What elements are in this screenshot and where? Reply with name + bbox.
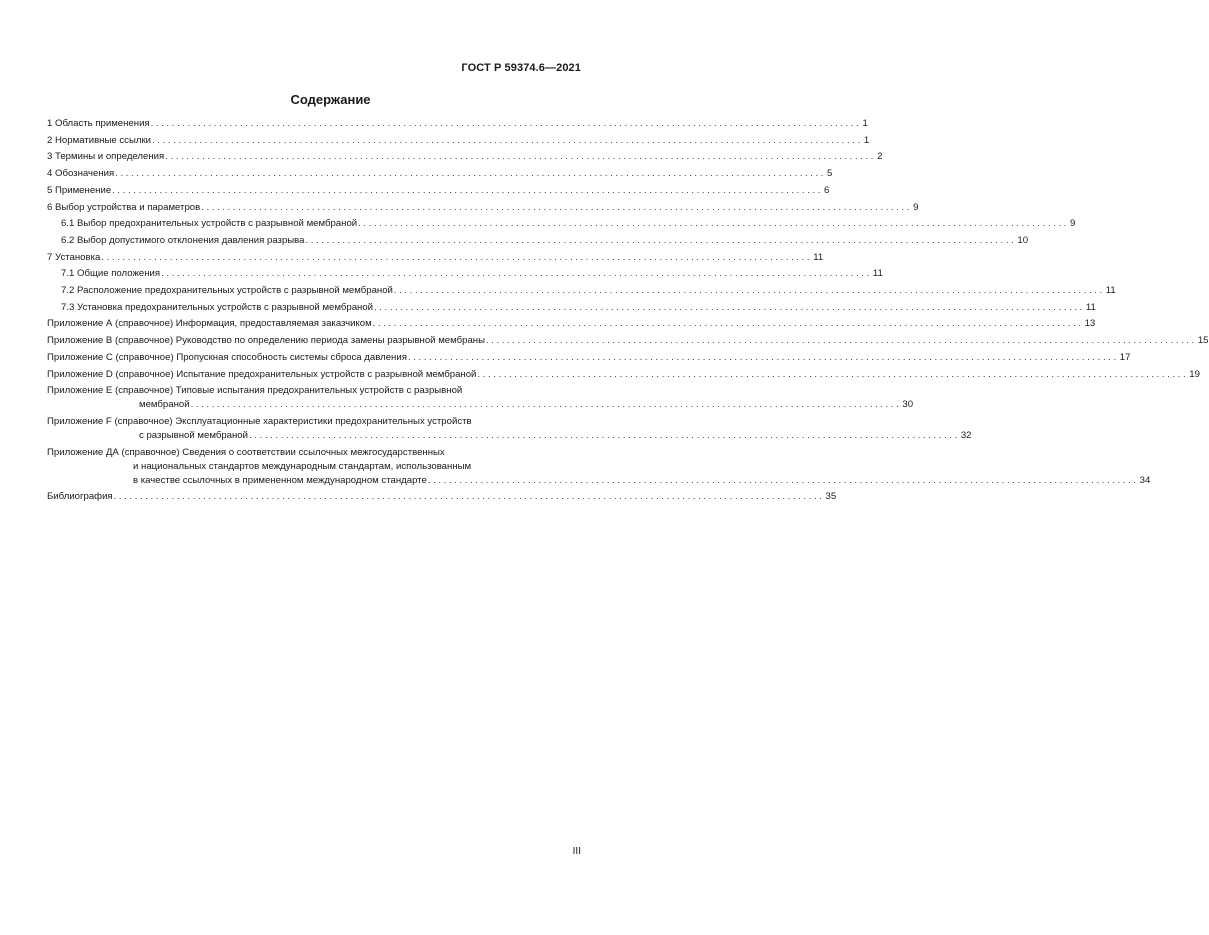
toc-page-number: 2 bbox=[877, 151, 883, 163]
toc-entry-text: 7 Установка bbox=[47, 251, 101, 263]
toc-entry-bibliography[interactable] bbox=[47, 489, 837, 506]
toc-entry-text: 3 Термины и определения bbox=[47, 151, 165, 163]
toc-entry-4[interactable] bbox=[47, 166, 833, 183]
dot-leader: ....................................................................................................................................... bbox=[393, 285, 1105, 297]
toc-entry-text: Приложение F (справочное) Эксплуатационные характеристики предохранительных устройств bbox=[47, 415, 472, 427]
toc-entry-5[interactable] bbox=[47, 183, 830, 200]
toc-entry-text: 7.1 Общие положения bbox=[61, 268, 161, 280]
toc-entry-6[interactable] bbox=[47, 200, 919, 217]
toc-page-number: 9 bbox=[1070, 218, 1076, 230]
toc-page-number: 11 bbox=[813, 251, 824, 263]
toc-entry-text: 5 Применение bbox=[47, 184, 112, 196]
toc-entry-6-1[interactable] bbox=[47, 216, 1076, 233]
toc-page-number: 15 bbox=[1197, 335, 1209, 347]
toc-entry-appendix-b[interactable] bbox=[47, 333, 1209, 350]
toc-page-number: 1 bbox=[862, 118, 868, 129]
toc-page-number: 34 bbox=[1139, 474, 1151, 486]
toc-entry-text: 7.3 Установка предохранительных устройств с разрывной мембраной bbox=[61, 301, 374, 313]
toc-entry-text: 2 Нормативные ссылки bbox=[47, 134, 152, 146]
toc-entry-1[interactable] bbox=[47, 116, 868, 133]
toc-entry-text: Приложение Е (справочное) Типовые испытания предохранительных устройств с разрывной bbox=[47, 385, 463, 397]
toc-page-number: 32 bbox=[960, 429, 972, 441]
dot-leader: ....................................................................................................................................... bbox=[249, 429, 960, 441]
toc-page-number: 1 bbox=[863, 134, 870, 146]
toc-entry-text: Приложение В (справочное) Руководство по определению периода замены разрывной мембраны bbox=[47, 335, 485, 347]
dot-leader: ....................................................................................................................................... bbox=[427, 474, 1139, 486]
page-title: Содержание bbox=[290, 92, 371, 107]
dot-leader: ....................................................................................................................................... bbox=[113, 491, 825, 503]
toc-entry-appendix-da[interactable] bbox=[47, 445, 1151, 490]
toc-page-number: 5 bbox=[827, 168, 833, 180]
dot-leader: ....................................................................................................................................... bbox=[407, 351, 1119, 363]
toc-page-number: 17 bbox=[1119, 351, 1131, 363]
toc-page-number: 6 bbox=[824, 184, 830, 196]
toc-page-number: 9 bbox=[913, 201, 919, 213]
toc-entry-appendix-c[interactable] bbox=[47, 350, 1131, 367]
dot-leader: ....................................................................................................................................... bbox=[374, 301, 1085, 313]
toc-entry-text: 6.2 Выбор допустимого отклонения давления разрыва bbox=[61, 234, 305, 246]
toc-entry-appendix-f[interactable] bbox=[47, 414, 972, 445]
dot-leader: ....................................................................................................................................... bbox=[201, 201, 913, 213]
dot-leader: ....................................................................................................................................... bbox=[150, 118, 862, 129]
toc-entry-appendix-a[interactable] bbox=[47, 316, 1096, 333]
dot-leader: ....................................................................................................................................... bbox=[477, 368, 1189, 380]
dot-leader: ....................................................................................................................................... bbox=[372, 318, 1084, 330]
toc-page-number: 35 bbox=[825, 491, 837, 503]
dot-leader: ....................................................................................................................................... bbox=[165, 151, 877, 163]
dot-leader: ....................................................................................................................................... bbox=[115, 168, 827, 180]
standard-code: ГОСТ Р 59374.6—2021 bbox=[461, 62, 581, 74]
toc-entry-text: Приложение ДА (справочное) Сведения о соответствии ссылочных межгосударственных bbox=[47, 446, 445, 458]
toc-entry-text: 6 Выбор устройства и параметров bbox=[47, 201, 201, 213]
toc-entry-text: Приложение А (справочное) Информация, предоставляемая заказчиком bbox=[47, 318, 372, 330]
dot-leader: ....................................................................................................................................... bbox=[305, 234, 1017, 246]
toc-page-number: 30 bbox=[902, 399, 914, 411]
toc-entry-text: 4 Обозначения bbox=[47, 168, 115, 180]
toc-entry-text: Библиография bbox=[47, 491, 113, 503]
toc-entry-text-continued: и национальных стандартов международным стандартам, использованным bbox=[133, 460, 472, 472]
toc-entry-7-2[interactable] bbox=[47, 283, 1116, 300]
table-of-contents bbox=[47, 116, 1209, 506]
toc-entry-2[interactable] bbox=[47, 133, 870, 150]
toc-entry-text: 7.2 Расположение предохранительных устройств с разрывной мембраной bbox=[61, 285, 393, 297]
toc-entry-7-3[interactable] bbox=[47, 300, 1096, 317]
dot-leader: ....................................................................................................................................... bbox=[101, 251, 813, 263]
dot-leader: ....................................................................................................................................... bbox=[112, 184, 823, 196]
dot-leader: ....................................................................................................................................... bbox=[485, 335, 1197, 347]
toc-entry-text: Приложение С (справочное) Пропускная способность системы сброса давления bbox=[47, 351, 407, 363]
toc-entry-appendix-e[interactable] bbox=[47, 383, 914, 414]
toc-page-number: 11 bbox=[1105, 285, 1116, 297]
toc-entry-text: Приложение D (справочное) Испытание предохранительных устройств с разрывной мембраной bbox=[47, 368, 477, 380]
toc-page-number: 11 bbox=[872, 268, 883, 280]
toc-entry-text-continued: с разрывной мембраной bbox=[139, 429, 248, 441]
toc-entry-text: 6.1 Выбор предохранительных устройств с разрывной мембраной bbox=[61, 218, 358, 230]
toc-page-number: 19 bbox=[1189, 368, 1200, 380]
dot-leader: ....................................................................................................................................... bbox=[161, 268, 872, 280]
toc-entry-text: 1 Область применения bbox=[47, 118, 150, 129]
toc-entry-7-1[interactable] bbox=[47, 266, 883, 283]
toc-entry-7[interactable] bbox=[47, 250, 824, 267]
toc-page-number: 11 bbox=[1085, 301, 1096, 313]
toc-entry-text-continued: мембраной bbox=[139, 399, 190, 411]
dot-leader: ....................................................................................................................................... bbox=[190, 399, 902, 411]
toc-page-number: 13 bbox=[1084, 318, 1096, 330]
toc-entry-appendix-d[interactable] bbox=[47, 367, 1200, 384]
toc-entry-3[interactable] bbox=[47, 149, 883, 166]
page-number: III bbox=[572, 846, 581, 857]
toc-page-number: 10 bbox=[1017, 234, 1029, 246]
toc-entry-text-continued: в качестве ссылочных в примененном международном стандарте bbox=[133, 474, 427, 486]
toc-entry-6-2[interactable] bbox=[47, 233, 1029, 250]
dot-leader: ....................................................................................................................................... bbox=[358, 218, 1069, 230]
dot-leader: ....................................................................................................................................... bbox=[152, 134, 863, 146]
